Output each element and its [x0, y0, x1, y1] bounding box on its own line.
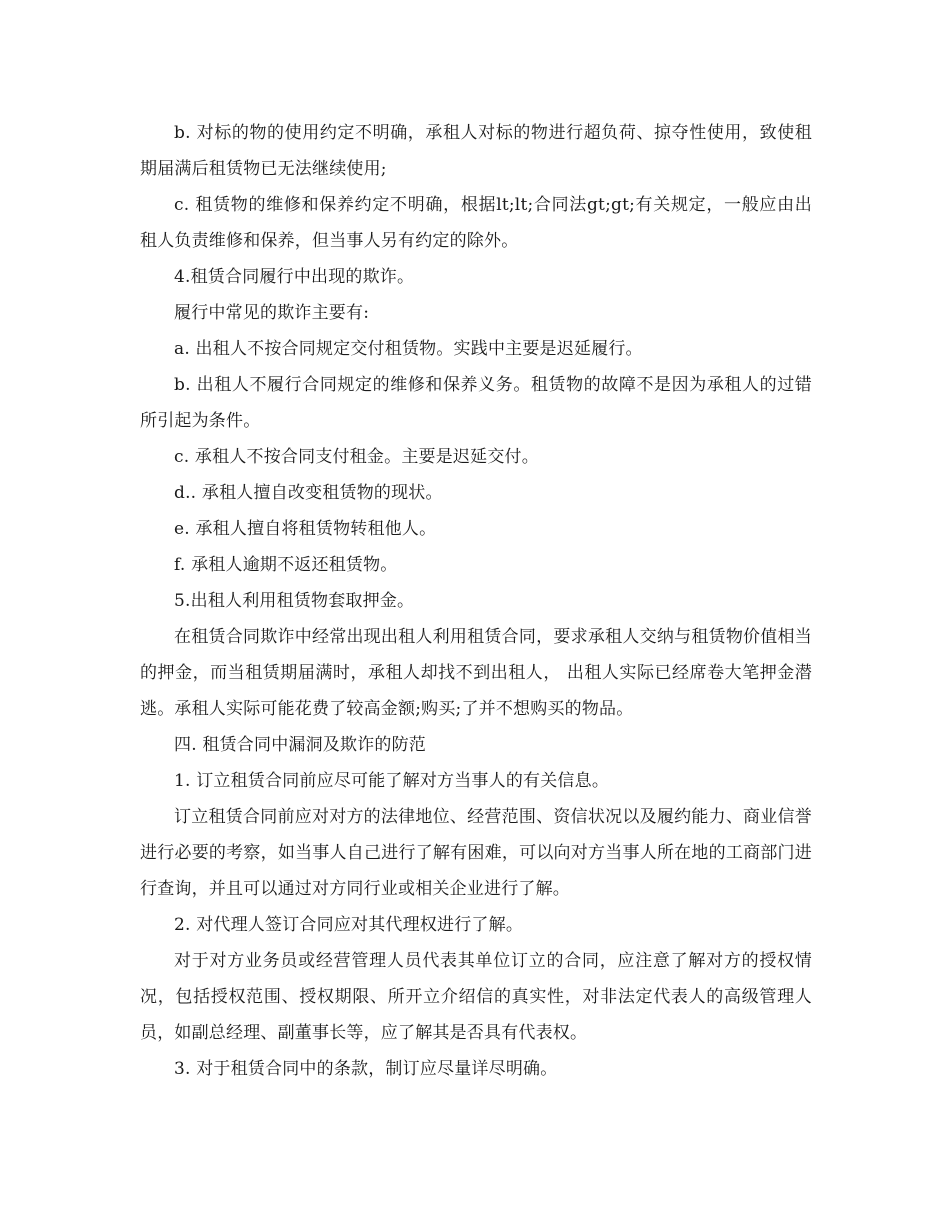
subheading-1: 1. 订立租赁合同前应尽可能了解对方当事人的有关信息。 [174, 771, 610, 791]
list-item-e: e. 承租人擅自将租赁物转租他人。 [174, 519, 437, 539]
list-item-c: c. 承租人不按合同支付租金。主要是迟延交付。 [174, 447, 539, 467]
list-item-d: d.. 承租人擅自改变租赁物的现状。 [174, 483, 443, 503]
subheading-3: 3. 对于租赁合同中的条款，制订应尽量详尽明确。 [174, 1059, 558, 1079]
document-body [140, 115, 812, 1087]
list-item-f: f. 承租人逾期不返还租赁物。 [174, 555, 398, 575]
section-heading-5: 5.出租人利用租赁物套取押金。 [174, 591, 415, 611]
section-heading-4-prevention: 四. 租赁合同中漏洞及欺诈的防范 [174, 735, 427, 755]
subheading-2: 2. 对代理人签订合同应对其代理权进行了解。 [174, 915, 524, 935]
paragraph-intro-fraud-types: 履行中常见的欺诈主要有: [174, 303, 370, 323]
paragraph-deposit-fraud: 在租赁合同欺诈中经常出现出租人利用租赁合同，要求承租人交纳与租赁物价值相当的押金，而当租赁期届满时，承租人却找不到出租人， 出租人实际已经席卷大笔押金潜逃。承租人实际可能花费了较高金额;购买;了并不想购买的物品。 [140, 627, 812, 719]
list-item-b: b. 出租人不履行合同规定的维修和保养义务。租赁物的故障不是因为承租人的过错所引起为条件。 [140, 375, 812, 431]
paragraph-item-c-maintenance: c. 租赁物的维修和保养约定不明确，根据lt;lt;合同法gt;gt;有关规定，一般应由出租人负责维修和保养，但当事人另有约定的除外。 [140, 195, 812, 251]
paragraph-item-b-usage: b. 对标的物的使用约定不明确，承租人对标的物进行超负荷、掠夺性使用，致使租期届满后租赁物已无法继续使用; [140, 123, 812, 179]
section-heading-4: 4.租赁合同履行中出现的欺诈。 [174, 267, 415, 287]
paragraph-due-diligence: 订立租赁合同前应对对方的法律地位、经营范围、资信状况以及履约能力、商业信誉进行必要的考察，如当事人自己进行了解有困难，可以向对方当事人所在地的工商部门进行查询，并且可以通过对方同行业或相关企业进行了解。 [140, 807, 812, 899]
list-item-a: a. 出租人不按合同规定交付租赁物。实践中主要是迟延履行。 [174, 339, 643, 359]
paragraph-agent-authority: 对于对方业务员或经营管理人员代表其单位订立的合同，应注意了解对方的授权情况，包括授权范围、授权期限、所开立介绍信的真实性，对非法定代表人的高级管理人员，如副总经理、副董事长等，应了解其是否具有代表权。 [140, 951, 812, 1043]
